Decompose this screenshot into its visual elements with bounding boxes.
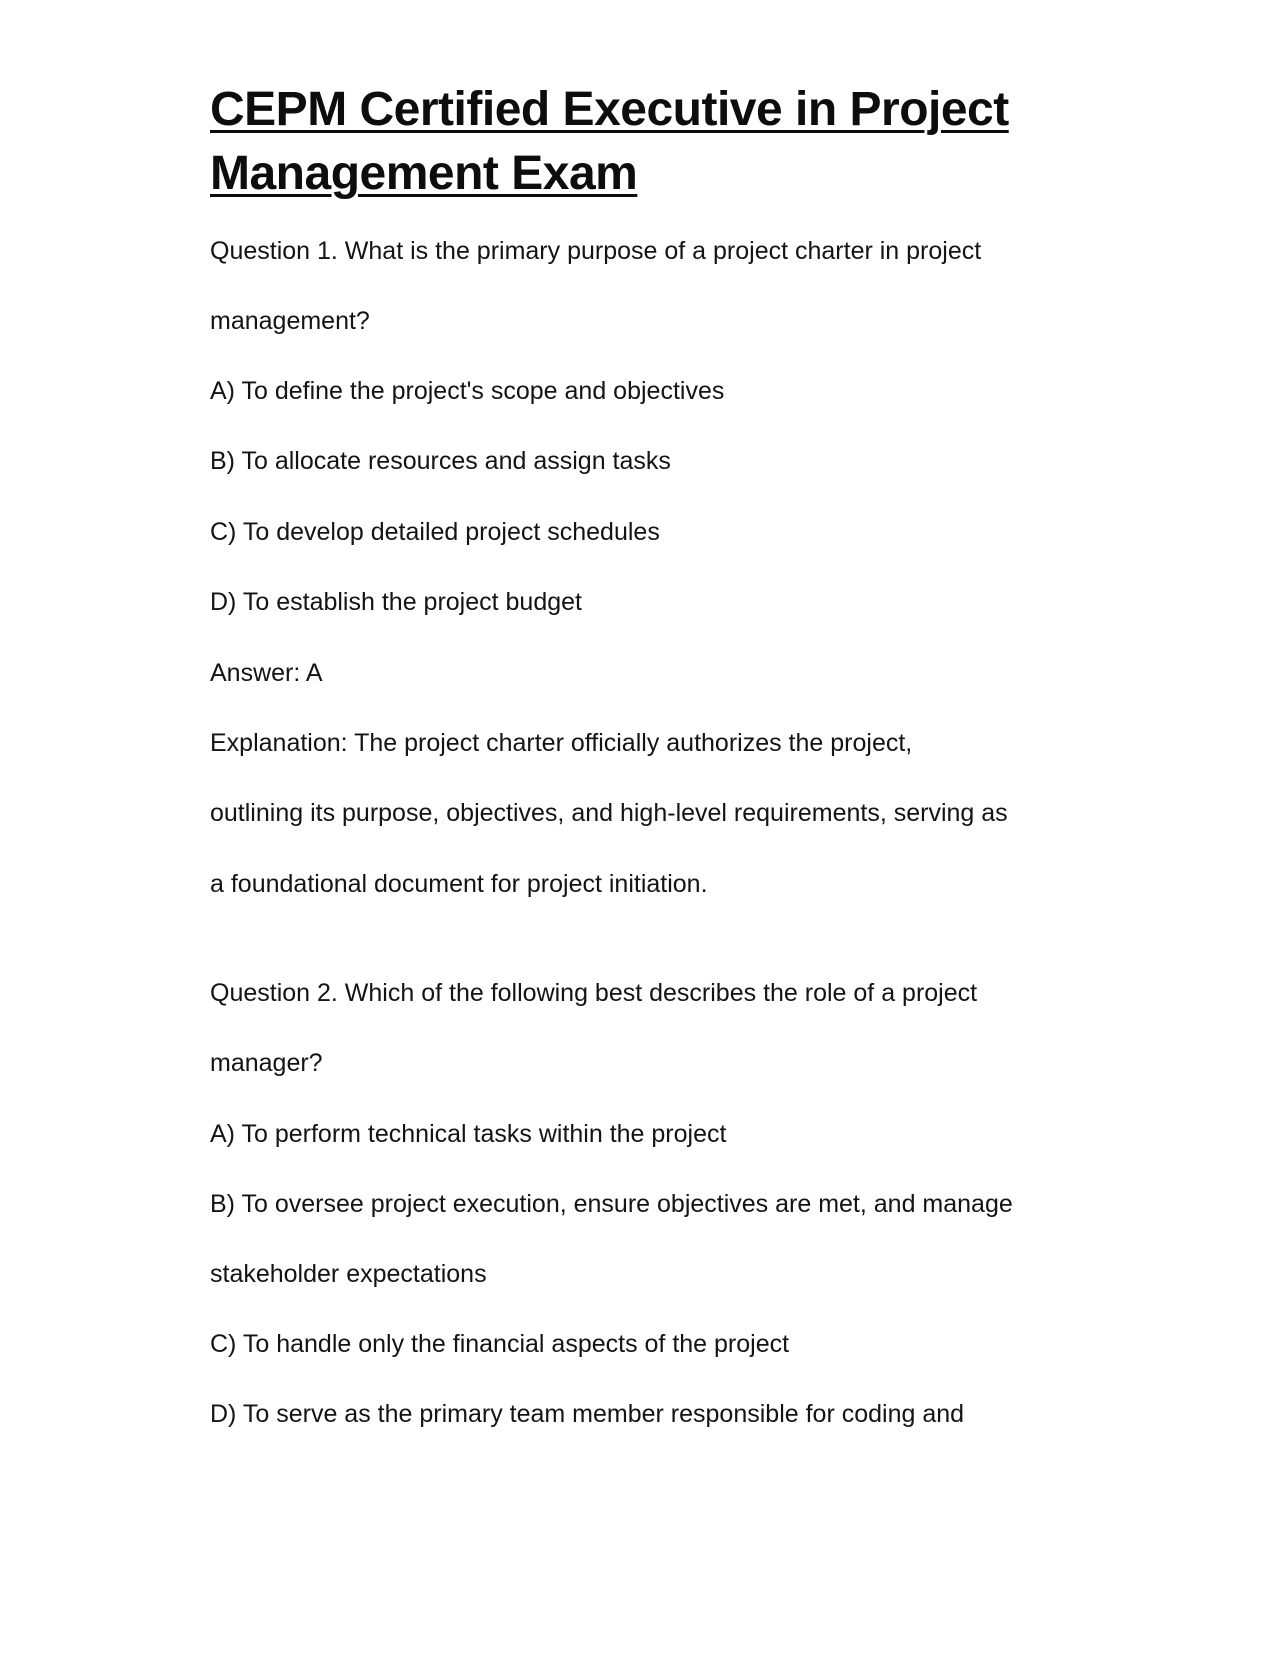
question-2-option-a: A) To perform technical tasks within the project <box>210 1120 727 1148</box>
question-1-explanation: Explanation: The project charter officially authorizes the project, <box>210 729 913 757</box>
question-1-option-c: C) To develop detailed project schedules <box>210 518 660 546</box>
question-2-option-d: D) To serve as the primary team member responsible for coding and <box>210 1400 965 1428</box>
question-2-text: Question 2. Which of the following best describes the role of a project <box>210 979 978 1007</box>
question-1-text-continued: management? <box>210 307 370 335</box>
question-2-text-continued: manager? <box>210 1049 323 1077</box>
question-2-option-c: C) To handle only the financial aspects of the project <box>210 1330 790 1358</box>
question-1-option-d: D) To establish the project budget <box>210 588 582 616</box>
page-title: CEPM Certified Executive in Project Management Exam <box>210 83 1009 200</box>
question-1-explanation-end: a foundational document for project initiation. <box>210 870 708 898</box>
question-2-option-b-continued: stakeholder expectations <box>210 1260 487 1288</box>
question-1-explanation-continued: outlining its purpose, objectives, and high-level requirements, serving as <box>210 799 1008 827</box>
question-2-option-b: B) To oversee project execution, ensure objectives are met, and manage <box>210 1190 1013 1218</box>
question-1-text: Question 1. What is the primary purpose of a project charter in project <box>210 237 982 265</box>
question-1-option-b: B) To allocate resources and assign tasks <box>210 447 671 475</box>
question-1-option-a: A) To define the project's scope and objectives <box>210 377 725 405</box>
question-1-answer: Answer: A <box>210 659 323 687</box>
